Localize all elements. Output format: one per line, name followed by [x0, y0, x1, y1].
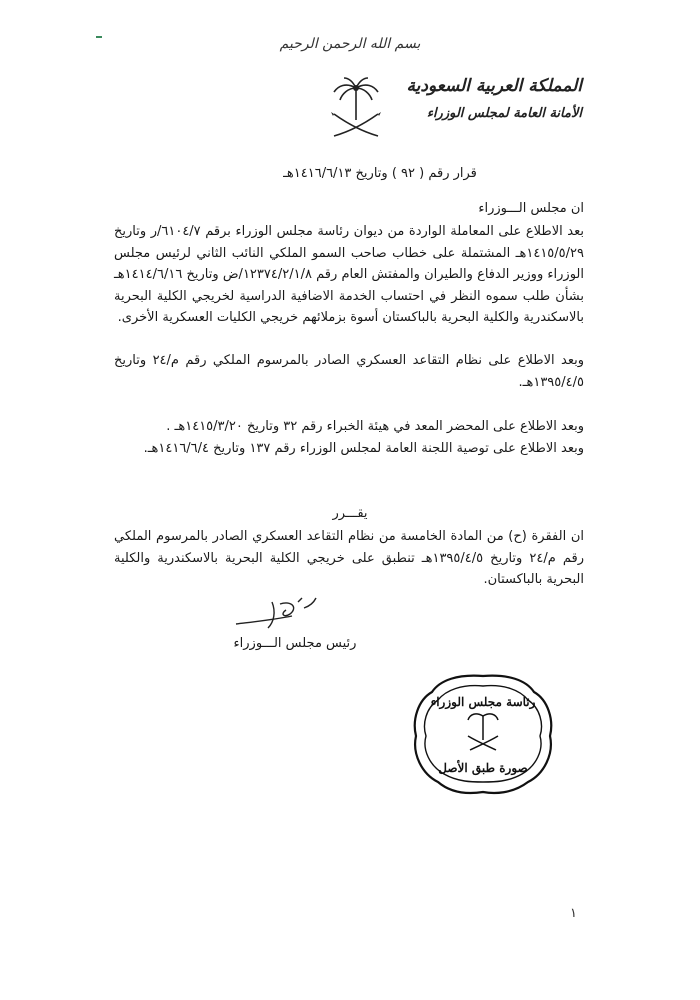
decides-heading: يقـــرر: [332, 506, 368, 521]
addressee-text: ان مجلس الـــوزراء: [478, 201, 584, 216]
secretariat-name: الأمانة العامة لمجلس الوزراء: [426, 106, 582, 121]
paragraph-preamble: [114, 221, 584, 329]
stamp-top-text: رئاسة مجلس الوزراء: [430, 695, 536, 709]
paragraph-4: وبعد الاطلاع على توصية اللجنة العامة لمجلس الوزراء رقم ١٣٧ وتاريخ ١٤١٦/٦/٤هـ.: [143, 440, 584, 456]
addressee: [114, 198, 584, 220]
stamp-bottom-text: صورة طبق الأصل: [438, 761, 528, 775]
decision-body: [114, 526, 584, 591]
paragraph-reviews: [114, 416, 584, 459]
official-stamp: [408, 670, 558, 798]
paragraph-regulation: [114, 350, 584, 393]
kingdom-name: المملكة العربية السعودية: [406, 76, 582, 96]
paragraph-3: وبعد الاطلاع على المحضر المعد في هيئة الخبراء رقم ٣٢ وتاريخ ١٤١٥/٣/٢٠هـ .: [166, 419, 584, 434]
paragraph-2: وبعد الاطلاع على نظام التقاعد العسكري الصادر بالمرسوم الملكي رقم م/٢٤ وتاريخ ١٣٩٥/٤/٥هـ.: [114, 353, 584, 390]
decision-reference: قرار رقم ( ٩٢ ) وتاريخ ١٤١٦/٦/١٣هـ: [283, 166, 477, 181]
page-number: ١: [570, 906, 577, 921]
signature-icon: [232, 594, 322, 634]
paragraph-1: بعد الاطلاع على المعاملة الواردة من ديوان رئاسة مجلس الوزراء برقم ٦١٠٤/٧/ر وتاريخ ١٤١٥/٥/٢٩هـ المشتملة على خطاب صاحب السمو الملكي النائب الثاني لرئيس مجلس الوزراء ووزير الدفاع والطيران والمفتش العام رقم ١٢٣٧٤/٢/١/٨/ض وتاريخ ١٤١٤/٦/١٦هـ بشأن طلب سموه النظر في احتساب الخدمة الاضافية الدراسية لخريجي الكلية البحرية بالاسكندرية والكلية البحرية بالباكستان أسوة بزملائهم خريجي الكليات العسكرية الأخرى.: [114, 224, 585, 325]
signature-title: رئيس مجلس الـــوزراء: [233, 636, 357, 651]
basmala: بسم الله الرحمن الرحيم: [279, 36, 421, 52]
letterhead: [407, 76, 582, 121]
saudi-emblem-icon: [326, 74, 386, 144]
decision-text: ان الفقرة (ح) من المادة الخامسة من نظام التقاعد العسكري الصادر بالمرسوم الملكي رقم م/٢٤ وتاريخ ١٣٩٥/٤/٥هـ تنطبق على خريجي الكلية البحرية بالاسكندرية والكلية البحرية بالباكستان.: [114, 529, 584, 587]
corner-mark: [96, 36, 102, 38]
